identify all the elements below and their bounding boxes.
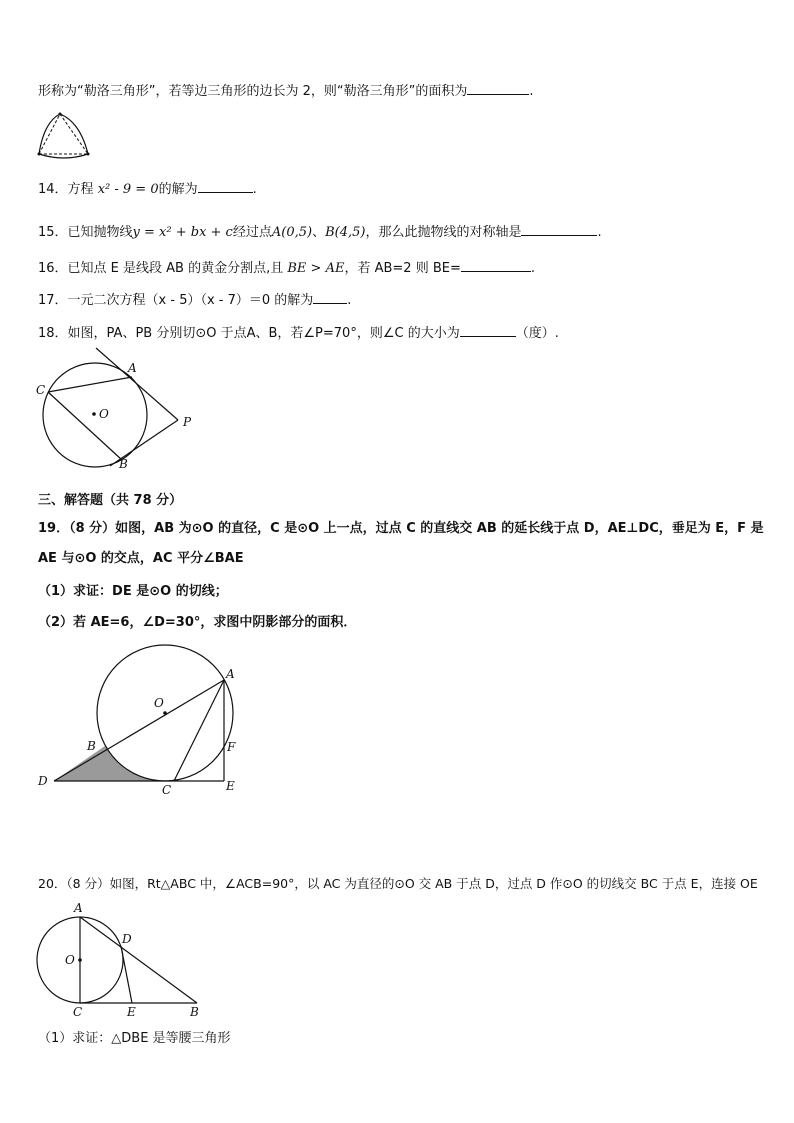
- q14-suffix: 的解为: [158, 182, 198, 197]
- q17-answer-blank[interactable]: [313, 291, 347, 304]
- q13-text: 形称为“勒洛三角形”，若等边三角形的边长为 2，则“勒洛三角形”的面积为: [38, 84, 468, 99]
- fig19-label-d: D: [38, 774, 48, 788]
- q15-answer-blank[interactable]: [521, 223, 597, 236]
- fig19-label-b: B: [87, 739, 96, 753]
- q13-period: .: [529, 84, 534, 99]
- q18-suffix: （度）.: [515, 326, 559, 341]
- fig19-label-o: O: [154, 696, 164, 710]
- fig19-label-e: E: [226, 779, 235, 793]
- q14-period: .: [252, 182, 257, 197]
- q20-line1: 20．（8 分）如图，Rt△ABC 中，∠ACB=90°，以 AC 为直径的⊙O 交 AB 于点 D，过点 D 作⊙O 的切线交 BC 于点 E，连接 OE: [38, 876, 758, 891]
- fig20-label-d: D: [122, 932, 132, 946]
- circle-tangent-figure-q19: [34, 640, 249, 800]
- fig18-label-b: B: [119, 457, 128, 471]
- tangent-circle-figure-q18: [30, 348, 200, 473]
- fig20-label-o: O: [65, 953, 75, 967]
- q14-equation: x² - 9 = 0: [97, 182, 159, 197]
- q15-mid: 经过点: [232, 225, 272, 240]
- fig20-label-a: A: [74, 901, 83, 915]
- fig18-label-a: A: [128, 361, 137, 375]
- q19-part2: （2）若 AE=6，∠D=30°，求图中阴影部分的面积．: [38, 615, 357, 630]
- q16-suffix: ，若 AB=2 则 BE=: [344, 261, 461, 276]
- section-heading: 三、解答题（共 78 分）: [38, 493, 183, 508]
- q18-prefix: 18．如图，PA、PB 分别切⊙O 于点A、B，若∠P=70°，则∠C 的大小为: [38, 326, 460, 341]
- q18-line: [38, 324, 559, 343]
- fig18-label-p: P: [183, 415, 192, 429]
- q14-line: [38, 180, 257, 199]
- fig19-label-f: F: [227, 740, 236, 754]
- q17-period: .: [347, 293, 352, 308]
- fig18-label-c: C: [36, 383, 46, 397]
- q15-parabola-equation: y = x² + bx + c: [132, 225, 233, 240]
- fig20-label-c: C: [73, 1005, 83, 1019]
- q19-part1: （1）求证：DE 是⊙O 的切线；: [38, 584, 228, 599]
- q15-point-a: A(0,5): [271, 225, 313, 240]
- fig18-label-o: O: [99, 407, 109, 421]
- q16-line: [38, 259, 535, 278]
- q17-line: [38, 291, 351, 310]
- q17-prefix: 17．一元二次方程（x - 5）（x - 7）＝0 的解为: [38, 293, 314, 308]
- fig19-label-a: A: [226, 667, 235, 681]
- fig19-label-c: C: [162, 783, 172, 797]
- q14-answer-blank[interactable]: [198, 180, 253, 193]
- q15-prefix: 15．已知抛物线: [38, 225, 133, 240]
- q14-prefix: 14．方程: [38, 182, 94, 197]
- q15-period: .: [597, 225, 602, 240]
- q16-inequality: BE > AE: [287, 261, 345, 276]
- q19-line2: AE 与⊙O 的交点，AC 平分∠BAE: [38, 551, 244, 566]
- right-triangle-circle-figure-q20: [34, 898, 214, 1018]
- reuleaux-triangle-figure: [34, 110, 94, 160]
- fig20-label-e: E: [127, 1005, 136, 1019]
- q16-prefix: 16．已知点 E 是线段 AB 的黄金分割点,且: [38, 261, 284, 276]
- q13-answer-blank[interactable]: [467, 82, 529, 95]
- q13-line: [38, 82, 533, 101]
- q16-period: .: [530, 261, 535, 276]
- fig20-label-b: B: [190, 1005, 199, 1019]
- q15-point-b: B(4,5): [325, 225, 366, 240]
- q19-line1: 19．（8 分）如图，AB 为⊙O 的直径，C 是⊙O 上一点，过点 C 的直线交 AB 的延长线于点 D，AE⊥DC，垂足为 E，F 是: [38, 521, 764, 536]
- q20-part1: （1）求证：△DBE 是等腰三角形: [38, 1031, 231, 1046]
- q18-answer-blank[interactable]: [460, 324, 516, 337]
- q15-sep: 、: [312, 225, 326, 240]
- q16-answer-blank[interactable]: [461, 259, 531, 272]
- q15-line: [38, 223, 602, 242]
- q15-suffix: ，那么此抛物线的对称轴是: [365, 225, 522, 240]
